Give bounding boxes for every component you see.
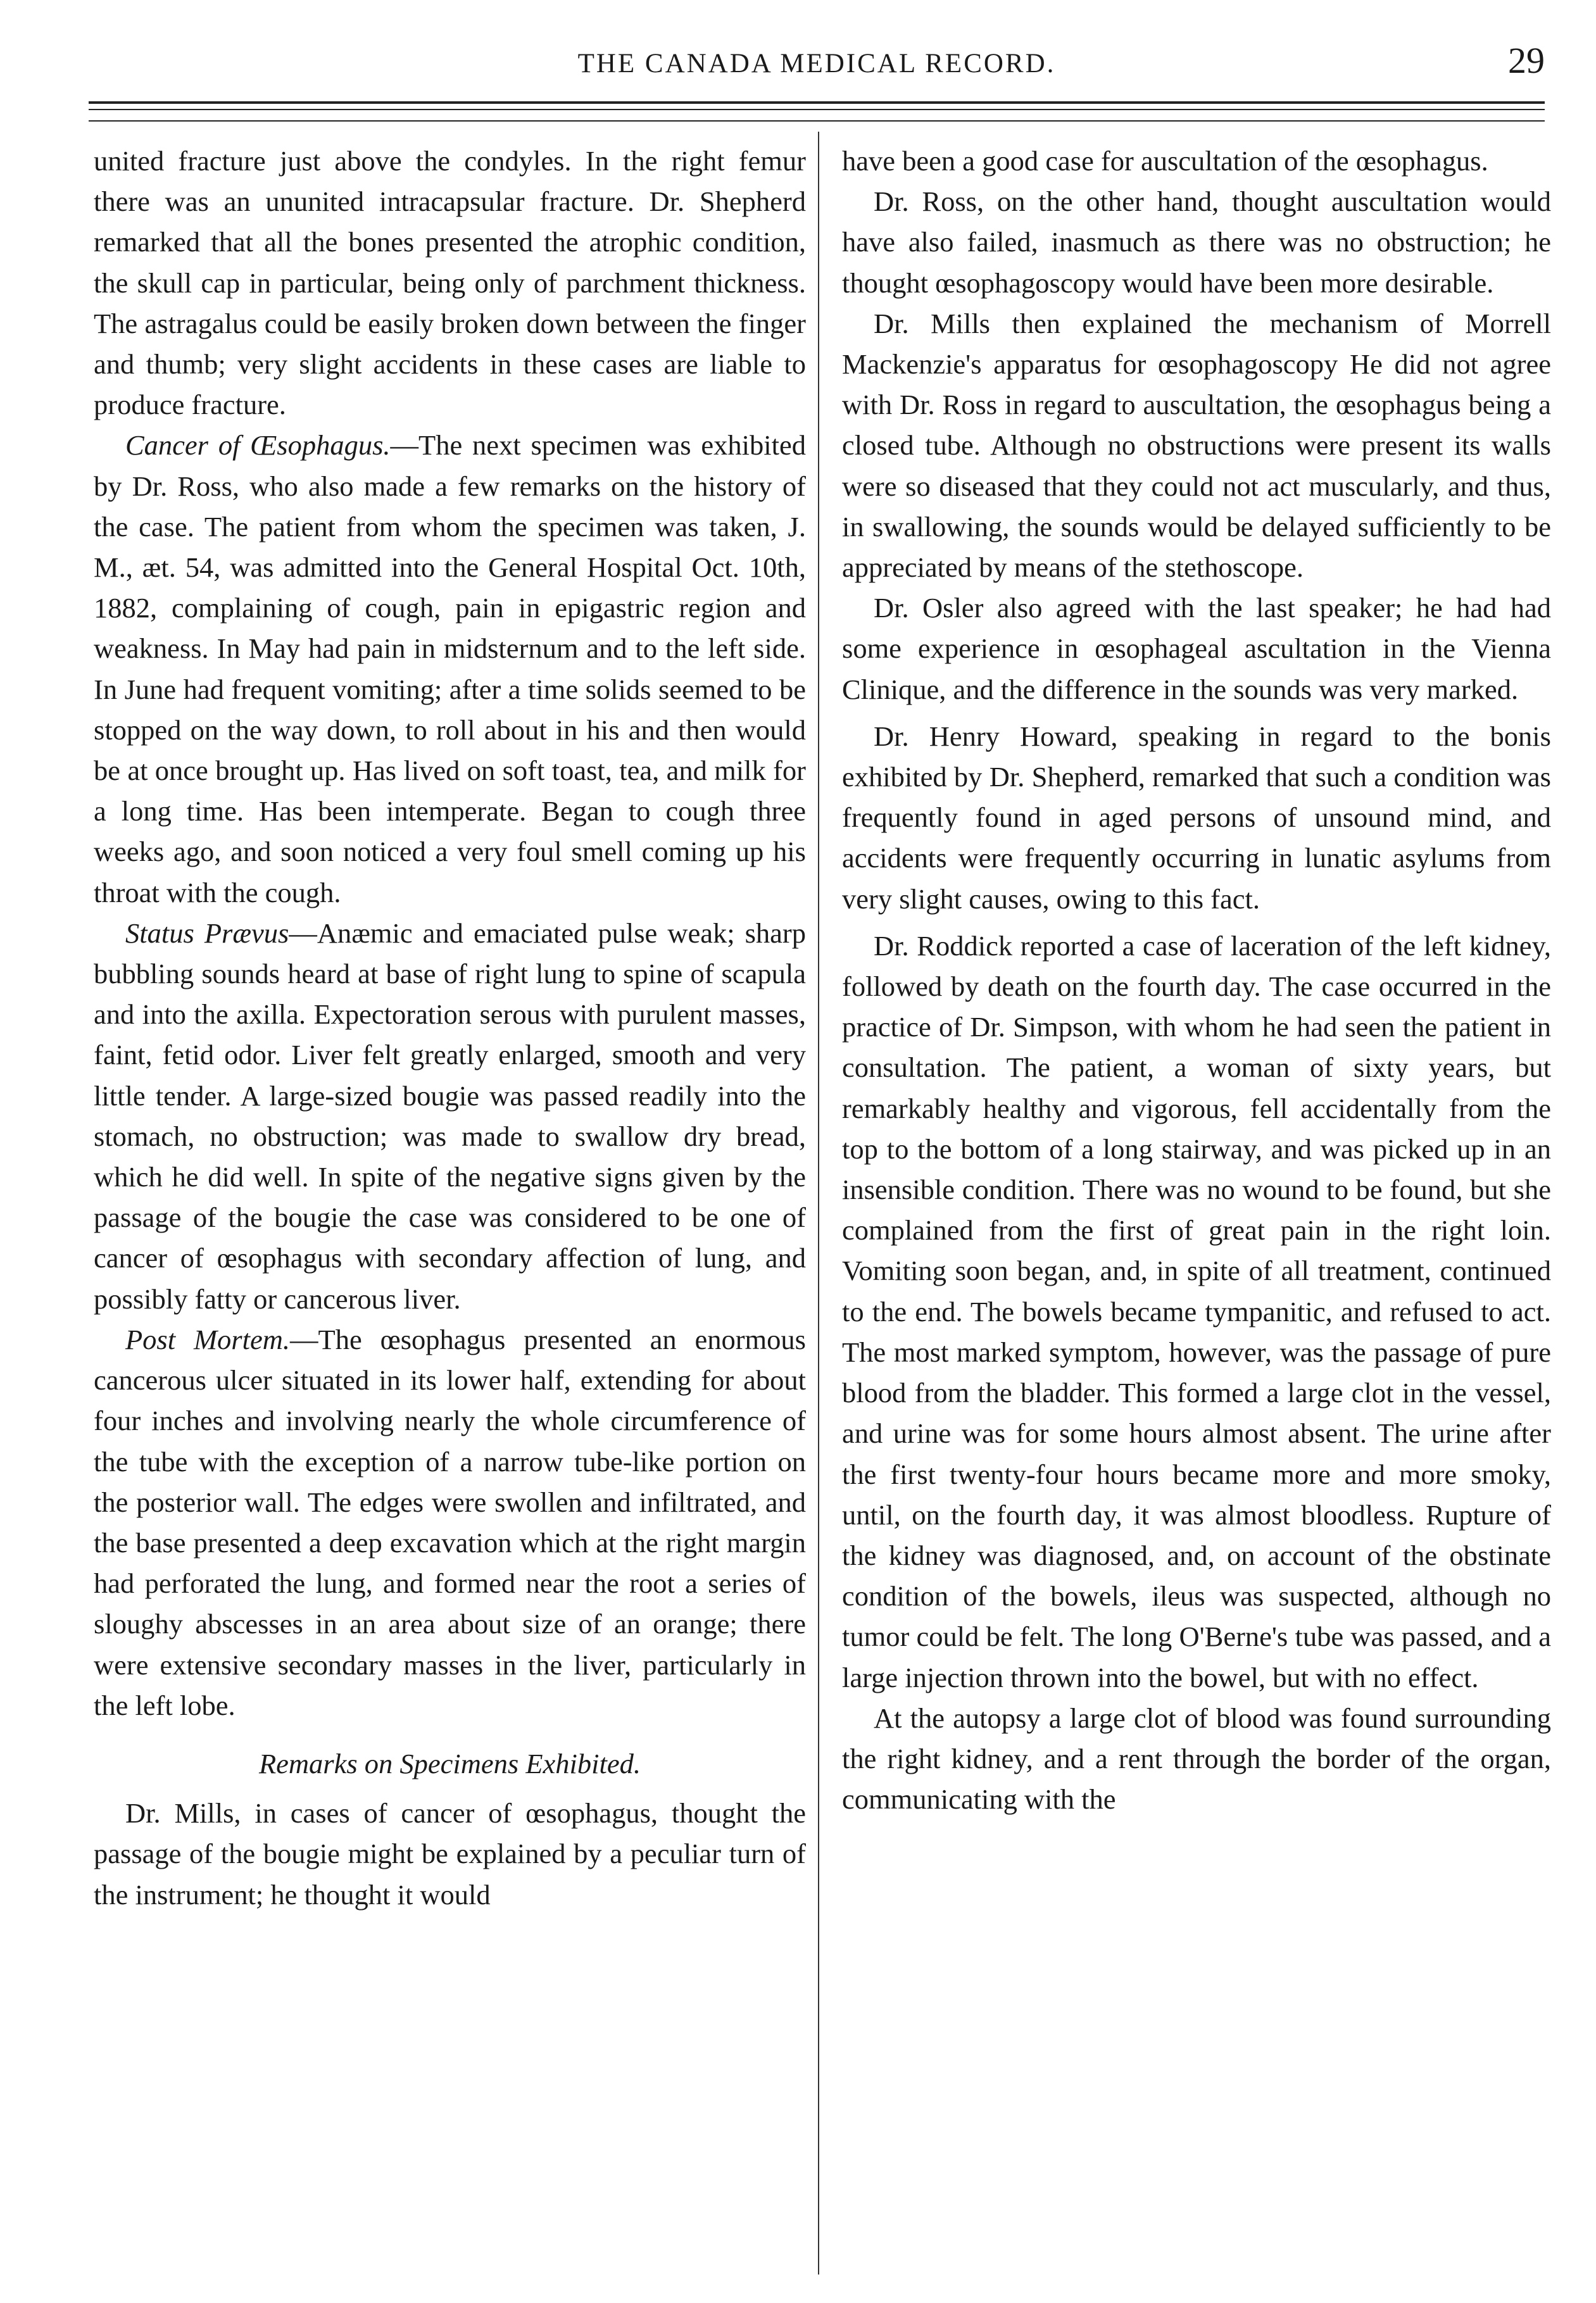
paragraph-dr-ross: Dr. Ross, on the other hand, thought auscultation would have also failed, inasmuch as there was no obstruction; he thought œsophagoscopy would have been more desirable. bbox=[842, 185, 1551, 299]
subheading-status-praevus: Status Prævus bbox=[125, 917, 289, 949]
paragraph-dr-osler: Dr. Osler also agreed with the last speaker; he had had some experience in œsophageal ascultation in the Vienna Clinique, and the difference in the sounds was very marked. bbox=[842, 592, 1551, 705]
subheading-post-mortem: Post Mortem. bbox=[125, 1323, 291, 1355]
subheading-cancer-oesophagus: Cancer of Œsophagus. bbox=[125, 429, 391, 461]
paragraph-dr-roddick: Dr. Roddick reported a case of laceration of the left kidney, followed by death on the fourth day. The case occurred in the practice of Dr. Simpson, with whom he had seen the patient in consultation. The patient, a woman of sixty years, but remarkably healthy and vigorous, fell accidentally from the top to the bottom of a long stairway, and was picked up in an insensible condition. There was no wound to be found, but she complained from the first of great pain in the right loin. Vomiting soon began, and, in spite of all treatment, continued to the end. The bowels became tympanitic, and refused to act. The most marked symptom, however, was the passage of pure blood from the bladder. This formed a large clot in the vessel, and urine was for some hours almost absent. The urine after the first twenty-four hours became more and more smoky, until, on the fourth day, it was almost bloodless. Rupture of the kidney was diagnosed, and, on account of the obstinate condition of the bowels, ileus was suspected, although no tumor could be felt. The long O'Berne's tube was passed, and a large injection thrown into the bowel, but with no effect. bbox=[842, 929, 1551, 1693]
paragraph-cancer-oesophagus-body: —The next specimen was exhibited by Dr. Ross, who also made a few remarks on the history of the case. The patient from whom the specimen was taken, J. M., æt. 54, was admitted into the General Hospital Oct. 10th, 1882, complaining of cough, pain in epigastric region and weakness. In May had pain in midsternum and to the left side. In June had frequent vomiting; after a time solids seemed to be stopped on the way down, to roll about in his and then would be at once brought up. Has lived on soft toast, tea, and milk for a long time. Has been intemperate. Began to cough three weeks ago, and soon noticed a very foul smell coming up his throat with the cough. bbox=[94, 429, 806, 908]
paragraph-post-mortem bbox=[94, 1319, 806, 1726]
section-heading-remarks: Remarks on Specimens Exhibited. bbox=[258, 1747, 641, 1779]
paragraph-dr-mills-mechanism: Dr. Mills then explained the mechanism of Morrell Mackenzie's apparatus for œsophagoscopy He did not agree with Dr. Ross in regard to auscultation, the œsophagus being a closed tube. Although no obstructions were present its walls were so diseased that they could not act muscularly, and thus, in swallowing, the sounds would be delayed sufficiently to be appreciated by means of the stethoscope. bbox=[842, 307, 1551, 584]
paragraph-dr-mills: Dr. Mills, in cases of cancer of œsophagus, thought the passage of the bougie might be explained by a peculiar turn of the instrument; he thought it would bbox=[94, 1797, 806, 1911]
running-title: THE CANADA MEDICAL RECORD. bbox=[577, 49, 1056, 78]
header-rule-thin bbox=[89, 109, 1545, 110]
header-rule-thick bbox=[89, 101, 1545, 104]
right-column bbox=[842, 141, 1551, 1819]
paragraph-cancer-oesophagus bbox=[94, 425, 806, 912]
page-number: 29 bbox=[1508, 40, 1545, 81]
paragraph-status-praevus-body: —Anæmic and emaciated pulse weak; sharp bubbling sounds heard at base of right lung to spine of scapula and into the axilla. Expectoration serous with purulent masses, faint, fetid odor. Liver felt greatly enlarged, smooth and very little tender. A large-sized bougie was passed readily into the stomach, no obstruction; was made to swallow dry bread, which he did well. In spite of the negative signs given by the passage of the bougie the case was considered to be one of cancer of œsophagus with secondary affection of lung, and possibly fatty or cancerous liver. bbox=[94, 917, 807, 1315]
paragraph-fracture-cont: united fracture just above the condyles. In the right femur there was an ununited intracapsular fracture. Dr. Shepherd remarked that all the bones presented the atrophic condition, the skull cap in particular, being only of parchment thickness. The astragalus could be easily broken down between the finger and thumb; very slight accidents in these cases are liable to produce fracture. bbox=[94, 145, 806, 421]
column-divider bbox=[818, 132, 819, 2275]
page-header bbox=[89, 39, 1545, 96]
paragraph-dr-howard: Dr. Henry Howard, speaking in regard to the bonis exhibited by Dr. Shepherd, remarked that such a condition was frequently found in aged persons of unsound mind, and accidents were frequently occurring in lunatic asylums from very slight causes, owing to this fact. bbox=[842, 720, 1551, 915]
paragraph-status-praevus bbox=[94, 913, 806, 1319]
paragraph-auscultation-cont: have been a good case for auscultation of the œsophagus. bbox=[842, 145, 1488, 177]
paragraph-post-mortem-body: —The œsophagus presented an enormous cancerous ulcer situated in its lower half, extending for about four inches and involving nearly the whole circumference of the tube with the exception of a narrow tube-like portion on the posterior wall. The edges were swollen and infiltrated, and the base presented a deep excavation which at the right margin had perforated the lung, and formed near the root a series of sloughy abscesses in an area about size of an orange; there were extensive secondary masses in the liver, particularly in the left lobe. bbox=[94, 1323, 806, 1721]
header-rule-lower bbox=[89, 120, 1545, 122]
paragraph-autopsy: At the autopsy a large clot of blood was found surrounding the right kidney, and a rent through the border of the organ, communicating with the bbox=[842, 1702, 1551, 1816]
left-column bbox=[94, 141, 806, 1915]
